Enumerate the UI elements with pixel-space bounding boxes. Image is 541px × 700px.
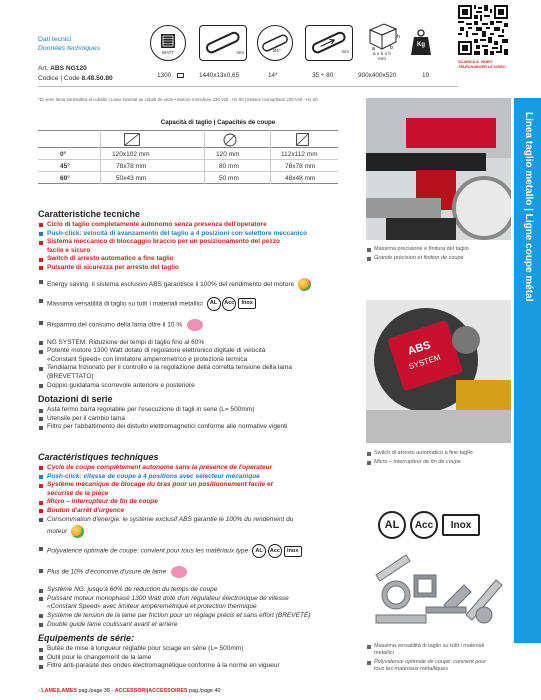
square-value: 78x78 mm xyxy=(285,163,316,170)
value-speed: 35 ÷ 80 xyxy=(312,72,334,79)
angle: 0° xyxy=(60,151,67,158)
capacity-table xyxy=(38,119,338,184)
inox-badge-icon: Inox xyxy=(284,546,302,557)
series-fr-item: Butée de mise à longueur réglable pour sciage en série (L= 500mm) xyxy=(38,645,356,654)
square-value: 112x112 mm xyxy=(281,151,318,158)
angle: 45° xyxy=(60,163,70,170)
square-section-icon xyxy=(296,133,309,146)
energy-fr-cont: moteur xyxy=(38,525,356,538)
svg-text:h: h xyxy=(397,34,400,40)
ng-fr-item: Puissant moteur monophasé 1300 Watt doté d'un régulateur électronique de vitesse xyxy=(38,595,356,604)
round-value: 50 mm xyxy=(219,175,239,182)
capacity-row xyxy=(38,148,338,160)
feature-it-item: Push-click: velocità di avanzamento del taglio a 4 posizioni con selettore meccanico xyxy=(38,230,356,239)
ng-it-item: Tendilama frizionato per il controllo e la regolazione della corretta tensione della lama xyxy=(38,364,356,373)
feature-it-item: Pulsante di sicurezza per arresto del taglio xyxy=(38,264,356,273)
blades-page: pag./page 38 - xyxy=(78,688,114,694)
al-badge-icon: AL xyxy=(252,544,266,558)
watt-label: WATT xyxy=(161,50,175,55)
feature-it-item-cont: facile e sicuro xyxy=(47,246,91,254)
energy-globe-icon xyxy=(71,525,84,538)
rect-value: 120x102 mm xyxy=(112,151,150,158)
ng-fr-item-cont: «Constant Speed» avec limiteur ampèremétrique et protection thermique xyxy=(47,603,257,611)
capacity-title: Capacità di taglio | Capacités de coupe xyxy=(160,119,276,126)
energy-fr: Consommation d'énergie: le système exclusif ABS garantie le 100% du rendement du xyxy=(38,516,356,525)
series-it-item: Utensile per il cambio lama xyxy=(38,415,356,424)
round-value: 120 mm xyxy=(216,151,240,158)
series-it-item: Filtro per l'abbattimento dei disturbi elettromagnetici conforme alle normative vigenti xyxy=(38,423,356,432)
feature-fr-item: Système mécanique de blocage du bras pour un positionnement facile et xyxy=(38,481,356,490)
acc-badge-large-icon: Acc xyxy=(410,511,438,539)
caption-3: Massima versatilità di taglio su tutti i materiali metallici Polyvalence optimale de coupe: convient pour tous les matériaux métalliques xyxy=(366,643,511,673)
title-fr: Données techniques xyxy=(38,44,100,52)
ng-it-item: Doppio guidalama scorrevole anteriore e posteriore xyxy=(38,382,356,391)
acc-badge-icon: Acc xyxy=(222,297,236,311)
sidebar-vertical-title: Linea taglio metallo | Ligne coupe métal xyxy=(523,112,534,302)
mm-label-2: mm xyxy=(341,49,349,54)
value-watt-icon xyxy=(177,73,184,78)
footer-links: › LAME|LAMES pag./page 38 - ACCESSORI|ACCESSOIRES pag./page 40 xyxy=(38,688,221,694)
svg-text:b: b xyxy=(390,45,393,51)
value-diameter: 14* xyxy=(268,72,278,79)
sidebar-strip xyxy=(514,98,541,643)
svg-text:a: a xyxy=(372,46,375,52)
al-badge-large-icon: AL xyxy=(378,511,406,539)
series-fr-title: Equipements de série: xyxy=(38,633,135,644)
header-note: *Di serie lama bimetallica al cobalto | Lame bimétal au cobalt de série • Motore monofase 230 Volt - Hz 50 | Moteur monophasé 230 Volt - Hz 50 xyxy=(38,97,318,102)
weight-icon xyxy=(410,28,432,56)
rect-section-icon xyxy=(124,133,140,146)
round-value: 80 mm xyxy=(219,163,239,170)
acc-badge-icon: Acc xyxy=(268,544,282,558)
material-badges-large xyxy=(378,511,508,541)
ng-it-item-cont: «Constant Speed» con limitatore amperometrico e protezione termica xyxy=(47,355,248,363)
feature-fr-item-cont: sécurisé de la pièce xyxy=(47,489,109,497)
qr-caption[interactable]: SCARICA IL VIDEO TÉLÉCHARGER LE VIDEO xyxy=(458,60,506,69)
angle: 60° xyxy=(60,175,70,182)
ng-it-item: NG SYSTEM: Riduzione dei tempi di taglio fino al 60% xyxy=(38,339,356,348)
header-divider xyxy=(38,86,458,87)
header-values xyxy=(0,72,541,81)
code-label: Codice | Code xyxy=(38,75,80,82)
metal-profiles-photo xyxy=(366,545,511,635)
inox-badge-large-icon: Inox xyxy=(442,514,480,536)
ng-fr-item: Double guide lame coulissant avant et arrière xyxy=(38,621,356,630)
feature-fr-item: Bouton d'arrêt d'urgence xyxy=(38,507,356,516)
dims-unit: mm xyxy=(378,57,386,62)
box-icon xyxy=(362,16,402,66)
ng-fr-item: Système de tension de la lame par friction pour un réglage précis et sans effort (BREVETÉ) xyxy=(38,612,356,621)
feature-it-item: Switch di arresto automatico a fine taglio xyxy=(38,255,356,264)
photo-system-text: SYSTEM xyxy=(407,352,442,372)
art-value: ABS NG120 xyxy=(50,65,87,72)
diam-label: Ø1* xyxy=(273,48,281,53)
kg-label: Kg xyxy=(417,42,425,48)
value-watt: 1300 xyxy=(157,72,172,79)
col-divider xyxy=(270,130,271,184)
saving-fr: Plus de 10% d'économie d'usure de lame xyxy=(38,566,356,578)
value-blade: 1440x13x0,65 xyxy=(199,72,240,79)
blade-icon xyxy=(199,25,247,61)
inox-badge-icon: Inox xyxy=(238,298,256,309)
series-fr-item: Filtre anti-parasite des ondes électromagnétique conforme à la norme en vigueur xyxy=(38,662,356,671)
features-fr xyxy=(38,452,356,671)
capacity-icons-row xyxy=(38,130,338,148)
saving-it: Risparmio del consumo della lama oltre il 10 % xyxy=(38,319,356,331)
piggy-bank-icon xyxy=(187,319,203,331)
code-value: 8.48.50.80 xyxy=(81,75,113,82)
dims-label: a x b x h xyxy=(372,52,392,57)
diameter-icon xyxy=(257,25,293,61)
col-divider xyxy=(100,130,101,184)
al-badge-icon: AL xyxy=(207,297,221,311)
accessories-page: pag./page 40 xyxy=(189,688,221,694)
feature-it-item: Ciclo di taglio completamente autonomo senza presenza dell'operatore xyxy=(38,221,356,230)
feature-it-item: Sistema meccanico di bloccaggio braccio per un posizionamento del pezzo xyxy=(38,238,356,247)
qr-code-icon[interactable] xyxy=(458,5,508,69)
ng-fr-item: Système NG: jusqu'à 60% de réduction du temps de coupe xyxy=(38,586,356,595)
capacity-row xyxy=(38,172,338,184)
versatility-fr: Polyvalence optimale de coupe: convient pour tous les matériaux type AL Acc Inox xyxy=(38,544,356,558)
art-label: Art. xyxy=(38,65,49,72)
photo-abs-text: ABS xyxy=(406,339,433,358)
saw-photo-2 xyxy=(366,300,511,443)
round-section-icon xyxy=(223,133,237,147)
rect-value: 78x78 mm xyxy=(116,163,147,170)
feature-fr-item: Push-click: vitesse de coupe à 4 positions avec sélecteur mécanique xyxy=(38,473,356,482)
feature-fr-item: Cycle de coupe complètement autonome sans la présence de l'operateur xyxy=(38,464,356,473)
header-title xyxy=(38,36,100,53)
energy-globe-icon xyxy=(298,278,311,291)
saw-photo-1 xyxy=(366,98,511,240)
feature-fr-item: Micro – interrupteur de fin de coupe xyxy=(38,498,356,507)
title-it: Dati tecnici xyxy=(38,36,72,43)
rect-value: 50x43 mm xyxy=(116,175,147,182)
features-it xyxy=(38,209,356,432)
blades-link[interactable]: LAME|LAMES xyxy=(41,688,77,694)
ng-it-item-cont: (BREVETTATO) xyxy=(47,372,94,380)
accessories-link[interactable]: ACCESSORI|ACCESSOIRES xyxy=(114,688,188,694)
series-it-title: Dotazioni di serie xyxy=(38,394,113,405)
value-dims: 900x400x520 xyxy=(358,72,397,79)
features-fr-title: Caractéristiques techniques xyxy=(38,452,159,462)
versatility-it: Massima versatilità di taglio su tutti I materiali metallici AL Acc Inox xyxy=(38,297,356,311)
series-it-item: Asta fermo barra regolabile per l'esecuzione di tagli in serie (L= 500mm) xyxy=(38,406,356,415)
energy-it: Energy saving: il sistema esclusivo ABS garantisce il 100% del rendimento del motore xyxy=(38,278,356,291)
caption-1: Massima precisione e finitura del taglio Grande précision et finition de coupe xyxy=(366,246,511,262)
square-value: 48x48 mm xyxy=(285,175,316,182)
col-divider xyxy=(204,130,205,184)
piggy-bank-icon xyxy=(171,566,187,578)
series-fr-item: Outil pour le changement de la lame xyxy=(38,654,356,663)
features-it-title: Caratteristiche tecniche xyxy=(38,209,141,219)
motor-icon xyxy=(150,25,186,61)
speed-icon xyxy=(305,25,353,61)
capacity-row xyxy=(38,160,338,172)
caption-2: Switch di arresto automatico a fine taglio Micro – interrupteur de fin de coupe xyxy=(366,450,511,466)
value-weight: 19 xyxy=(422,72,430,79)
mm-label: mm xyxy=(236,50,244,55)
ng-it-item: Potente motore 1300 Watt dotato di regolatore elettronico digitale di velocità xyxy=(38,347,356,356)
